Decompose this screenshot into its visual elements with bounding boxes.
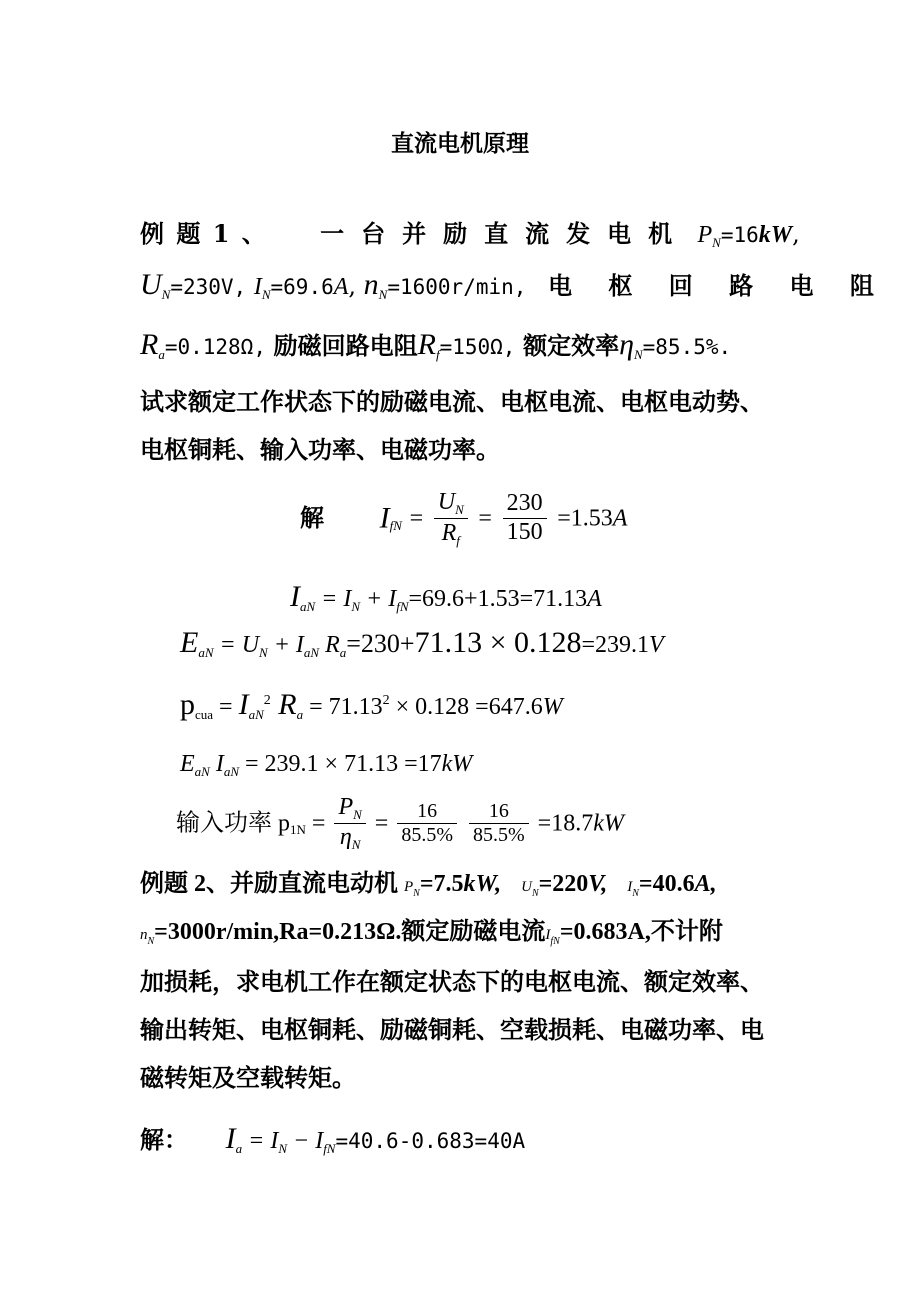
f1-den2: 150	[506, 518, 543, 545]
f6-num1-sub: N	[353, 807, 362, 822]
f6-num3: 16	[469, 800, 529, 824]
rf-label: 励磁回路电阻	[273, 331, 418, 360]
pn-symbol: P	[697, 222, 713, 248]
f3-230: =230+	[346, 629, 415, 658]
f1-result: =1.53	[557, 505, 613, 532]
f4-p-sub: cua	[195, 707, 214, 722]
example2-heading: 例题 2、并励直流电动机	[140, 871, 398, 897]
f4-i: I	[238, 688, 249, 721]
nn-value: =1600r/min,	[387, 275, 527, 299]
f3-ra: R	[319, 632, 340, 658]
ra-symbol: R	[140, 328, 159, 361]
ex2-in-symbol: I	[627, 879, 633, 895]
example1-intro: 一台并励直流发电机	[320, 219, 690, 248]
rf-value: =150Ω,	[439, 335, 516, 359]
nn-sub: N	[378, 287, 388, 302]
eta-value: =85.5%.	[642, 335, 732, 359]
pn-sub: N	[712, 235, 721, 250]
ex2-nn-symbol: n	[140, 927, 148, 943]
ex2-pn-unit: kW,	[463, 871, 502, 897]
f2-ifn: + I	[360, 586, 397, 612]
rf-sub: f	[435, 347, 440, 362]
example1-line1	[140, 219, 800, 250]
un-value: =230V,	[170, 275, 247, 299]
ex2-pn-sub: N	[413, 888, 420, 899]
f4-square2: 2	[382, 693, 390, 708]
f3-ian-sub: aN	[303, 645, 320, 660]
solution1-formula3	[180, 628, 664, 659]
f1-lhs: I	[379, 501, 390, 535]
ex2-un-value: =220	[538, 871, 589, 897]
pn-formula	[697, 220, 799, 248]
f1-den1-sub: f	[456, 532, 460, 548]
s2-ifn-sub: fN	[323, 1141, 336, 1156]
example2-line4: 输出转矩、电枢铜耗、励磁铜耗、空载损耗、电磁功率、电	[140, 1015, 764, 1044]
in-value: =69.6	[270, 275, 334, 299]
pn-unit: kW	[758, 222, 793, 248]
f1-lhs-sub: fN	[389, 517, 402, 533]
f5-e: E	[180, 751, 195, 777]
line1-end: ,	[792, 220, 800, 248]
example1-line3	[140, 330, 731, 361]
f1-den1: R	[441, 519, 457, 546]
solution1-formula5	[180, 752, 472, 778]
f3-result: =239.1	[581, 632, 650, 658]
f4-r: R	[270, 688, 297, 721]
example1-line4: 试求额定工作状态下的励磁电流、电枢电流、电枢电动势、	[140, 387, 764, 416]
solution2-formula	[140, 1124, 525, 1155]
f1-unit: A	[612, 505, 628, 532]
in-unit: A	[333, 274, 349, 300]
f5-i: I	[209, 751, 224, 777]
ex2-pn-value: =7.5	[419, 871, 464, 897]
ex2-ifn-sub: fN	[550, 936, 560, 947]
solution1-formula1	[300, 488, 627, 549]
s2-ifn: − I	[287, 1128, 324, 1154]
nn-symbol: n	[363, 268, 379, 301]
example2-line5: 磁转矩及空载转矩。	[140, 1063, 356, 1092]
f3-unit: V	[649, 632, 664, 658]
example2-line3: 加损耗，求电机工作在额定状态下的电枢电流、额定效率、	[140, 967, 764, 996]
ex2-ifn-value: =0.683A,	[559, 919, 651, 945]
f2-ian: I	[290, 580, 300, 613]
rf-symbol: R	[417, 328, 436, 361]
ex2-in-sub: N	[632, 888, 639, 899]
f4-unit: W	[542, 694, 563, 720]
f3-ra-sub: a	[339, 645, 347, 660]
page-title: 直流电机原理	[391, 130, 529, 157]
f3-ean-sub: aN	[198, 645, 214, 660]
f4-result: × 0.128 =647.6	[389, 694, 543, 720]
f6-num1: P	[338, 794, 354, 820]
f4-i-sub: aN	[248, 707, 264, 722]
f5-unit: kW	[441, 751, 473, 777]
ex2-nn-sub: N	[147, 936, 155, 947]
solution1-formula4	[180, 690, 563, 721]
armature-resistance-label: 电 枢 回 路 电 阻	[548, 271, 888, 300]
f6-num2: 16	[397, 800, 457, 824]
s2-ia-sub: a	[235, 1141, 243, 1156]
f6-den1-sub: N	[351, 836, 361, 852]
f2-result: =69.6+1.53=71.13	[408, 586, 588, 612]
ra-value: =0.128Ω,	[164, 335, 266, 359]
ex2-ifn-label: 额定励磁电流	[401, 919, 546, 945]
f4-square: 2	[263, 693, 271, 708]
solution1-label: 解	[300, 503, 324, 533]
f1-eq: =	[409, 505, 424, 532]
f6-eq: =	[311, 810, 332, 837]
un-sub: N	[161, 287, 171, 302]
f1-num1-sub: N	[455, 502, 464, 517]
f1-fraction-symbolic	[434, 488, 468, 549]
s2-in-sub: N	[278, 1141, 287, 1156]
f3-un: = U	[213, 632, 260, 658]
f6-den2: 85.5%	[401, 823, 453, 846]
example2-line1	[140, 872, 717, 899]
f6-den1: η	[339, 823, 352, 850]
f3-ean: E	[180, 626, 199, 659]
f6-label-sub: 1N	[290, 821, 306, 837]
f4-eq: =	[213, 694, 239, 720]
solution1-formula2	[290, 582, 602, 613]
f6-fraction-b	[469, 800, 529, 847]
ex2-un-unit: V,	[588, 871, 608, 897]
ex2-un-symbol: U	[521, 879, 532, 895]
eta-sub: N	[633, 347, 643, 362]
example1-line5: 电枢铜耗、输入功率、电磁功率。	[140, 435, 500, 464]
ex2-in-value: =40.6	[638, 871, 695, 897]
example1-line2: $U_N=230V$, $I_N=69.6A$, $n_N=1600r/\min$, 电 枢 回 路 电 阻	[140, 268, 888, 302]
f3-un-sub: N	[259, 645, 268, 660]
f4-value: = 71.13	[303, 694, 383, 720]
f1-num2: 230	[503, 490, 547, 519]
eta-symbol: η	[619, 328, 634, 361]
un-symbol: U	[140, 268, 162, 301]
f6-label: 输入功率 p	[176, 810, 290, 837]
ex2-nn-value: =3000r/min,Ra=0.213Ω.	[154, 919, 402, 945]
in-sub: N	[261, 287, 271, 302]
f1-num1: U	[437, 489, 456, 515]
ra-sub: a	[158, 347, 165, 362]
f1-fraction-numeric	[503, 490, 547, 546]
in-symbol: I	[253, 274, 262, 300]
f5-i-sub: aN	[223, 764, 240, 779]
f2-in: = I	[315, 586, 352, 612]
solution2-label: 解：	[140, 1125, 188, 1154]
f1-eq2: =	[478, 505, 492, 532]
f2-in-sub: N	[351, 599, 361, 614]
f2-ian-sub: aN	[300, 599, 316, 614]
f3-product: 71.13 × 0.128	[414, 626, 582, 659]
f3-ian: + I	[267, 632, 304, 658]
f2-unit: A	[587, 586, 602, 612]
ex2-ifn-symbol: I	[545, 927, 551, 943]
example1-heading: 例 题 1 、	[140, 219, 268, 248]
f2-ifn-sub: fN	[396, 599, 409, 614]
ex2-in-unit: A,	[694, 871, 717, 897]
f6-fraction-a	[397, 800, 457, 847]
pn-value: =16	[720, 223, 759, 247]
s2-result: =40.6-0.683=40A	[335, 1129, 526, 1153]
f6-den3: 85.5%	[473, 823, 525, 846]
s2-ia: I	[225, 1122, 236, 1155]
example2-line2	[140, 920, 723, 947]
f6-eq2: =	[374, 810, 395, 837]
f6-fraction-symbolic	[334, 794, 365, 853]
f5-e-sub: aN	[194, 764, 210, 779]
f4-p: p	[180, 688, 195, 721]
f5-result: = 239.1 × 71.13 =17	[239, 751, 442, 777]
solution1-formula6	[176, 794, 624, 853]
eta-label: 额定效率	[523, 331, 620, 360]
s2-in: = I	[242, 1128, 279, 1154]
ex2-pn-symbol: P	[404, 879, 414, 895]
f6-unit: kW	[593, 810, 624, 837]
f6-result: =18.7	[537, 810, 594, 837]
ex2-un-sub: N	[531, 888, 539, 899]
ex2-line2-end: 不计附	[650, 919, 723, 945]
f4-r-sub: a	[296, 707, 304, 722]
